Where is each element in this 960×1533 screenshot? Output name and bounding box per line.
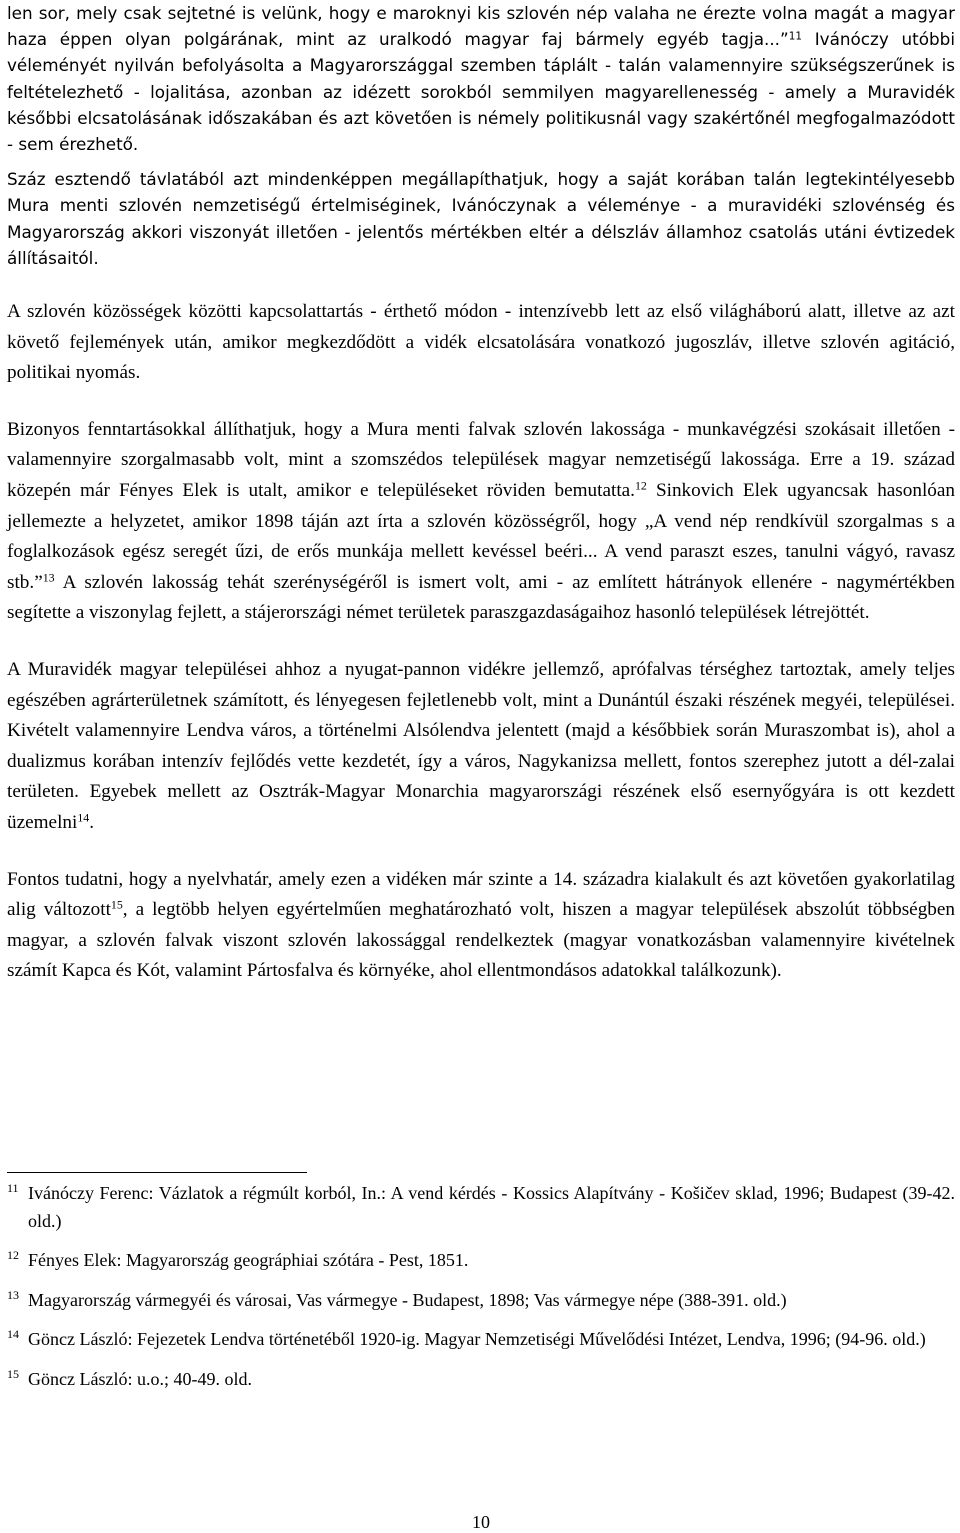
paragraph-1-text-b: Ivánóczy utóbbi véleményét nyilván befolyásolta a Magyarországgal szemben táplált - talán valamennyire szükségszerűnek is feltételezhető - lojalitása, azonban az idézett sorokból semmilyen magyarellenesség - amely a Muravidék későbbi elcsatolásának időszakában és azt követően is némely politikusnál vagy szakértőnél megfogalmazódott - sem érezhető. [7, 29, 955, 155]
paragraph-4 [7, 415, 955, 629]
paragraph-5-text-a: A Muravidék magyar települései ahhoz a nyugat-pannon vidékre jellemző, aprófalvas térséghez tartoztak, amely teljes egészében agrárterületnek számított, és lényegesen fejletlenebb volt, mint a Dunántúl északi részének megyéi, települései. Kivételt valamennyire Lendva város, a történelmi Alsólendva jelentett (majd a későbbiek során Muraszombat is), ahol a dualizmus korában intenzív fejlődés vette kezdetét, így a város, Nagykanizsa mellett, fontos szerephez jutott a dél-zalai területen. Egyebek mellett az Osztrák-Magyar Monarchia magyarországi részének első esernyőgyára is ott kezdett üzemelni [7, 658, 955, 833]
paragraph-1 [7, 0, 955, 157]
page-number: 10 [472, 1512, 490, 1532]
footnote-ref-14[interactable]: 14 [77, 810, 90, 825]
footnote-ref-12[interactable]: 12 [634, 478, 647, 493]
footnote-ref-15[interactable]: 15 [110, 897, 123, 912]
footnote-text: Göncz László: Fejezetek Lendva történetéből 1920-ig. Magyar Nemzetiségi Művelődési Intézet, Lendva, 1996; (94-96. old.) [28, 1329, 926, 1349]
footnote-text: Magyarország vármegyéi és városai, Vas vármegye - Budapest, 1898; Vas vármegye népe (388-391. old.) [28, 1289, 787, 1310]
paragraph-6-text-a: Fontos tudatni, hogy a nyelvhatár, amely ezen a vidéken már szinte a 14. századra kialakult és azt követően gyakorlatilag alig változott [7, 868, 955, 921]
footnotes [7, 1180, 955, 1393]
paragraph-4-text-a: Bizonyos fenntartásokkal állíthatjuk, hogy a Mura menti falvak szlovén lakossága - munkavégzési szokásait illetően - valamennyire szorgalmasabb volt, mint a szomszédos települések magyar nemzetiségű lakossága. Erre a 19. század közepén már Fényes Elek is utalt, amikor e településeket röviden bemutatta. [7, 418, 955, 501]
paragraph-4-text-b: Sinkovich Elek ugyancsak hasonlóan jellemezte a helyzetet, amikor 1898 táján azt írta a szlovén közösségről, hogy „A vend nép rendkívül szorgalmas s a foglalkozások egész seregét űzi, de erős munkája mellett kevéssel beéri... A vend paraszt eszes, tanulni vágyó, ravasz stb.” [7, 480, 955, 593]
document-page [7, 0, 955, 1533]
footnote-number: 15 [7, 1366, 19, 1381]
paragraph-2: Száz esztendő távlatából azt mindenképpen megállapíthatjuk, hogy a saját korában talán legtekintélyesebb Mura menti szlovén nemzetiségű értelmiséginek, Ivánóczynak a véleménye - a muravidéki szlovénség és Magyarország akkori viszonyát illetően - jelentős mértékben eltér a délszláv államhoz csatolás utáni évtizedek állításaitól. [7, 169, 955, 268]
paragraph-4-text-c: A szlovén lakosság tehát szerénységéről is ismert volt, ami - az említett hátrányok ellenére - nagymértékben segítette a viszonylag fejlett, a stájerországi német területek paraszgazdaságaihoz hasonló települések létrejöttét. [7, 571, 955, 624]
footnote-separator [7, 1172, 307, 1173]
footnote-ref-11[interactable]: 11 [788, 30, 802, 43]
footnote-text: Fényes Elek: Magyarország geográphiai szótára - Pest, 1851. [28, 1250, 469, 1270]
paragraph-5-text-b: . [89, 811, 95, 833]
footnote-11 [7, 1180, 955, 1235]
paragraph-5 [7, 655, 955, 839]
paragraph-3: A szlovén közösségek közötti kapcsolattartás - érthető módon - intenzívebb lett az első világháború alatt, illetve az azt követő fejlemények után, amikor megkezdődött a vidék elcsatolására vonatkozó jugoszláv, illetve szlovén agitáció, politikai nyomás. [7, 301, 955, 384]
footnote-number: 14 [7, 1327, 19, 1341]
footnote-ref-13[interactable]: 13 [42, 570, 55, 585]
footnote-12 [7, 1247, 955, 1275]
paragraph-6-text-b: , a legtöbb helyen egyértelműen meghatározható volt, hiszen a magyar települések abszolút többségben magyar, a szlovén falvak viszont szlovén lakossággal rendelkeztek (magyar vonatkozásban valamennyire kivételnek számít Kapca és Kót, valamint Pártosfalva és környéke, ahol ellentmondásos adatokkal találkozunk). [7, 899, 955, 982]
footnote-number: 11 [7, 1181, 19, 1195]
footnote-number: 12 [7, 1248, 19, 1262]
footnote-13 [7, 1287, 955, 1315]
paragraph-6 [7, 865, 955, 987]
footnote-14 [7, 1326, 955, 1354]
footnote-number: 13 [7, 1287, 19, 1302]
footnote-15 [7, 1366, 955, 1394]
footnote-text: Göncz László: u.o.; 40-49. old. [28, 1368, 252, 1389]
footnote-text: Ivánóczy Ferenc: Vázlatok a régmúlt korból, In.: A vend kérdés - Kossics Alapítvány - Košičev sklad, 1996; Budapest (39-42. old.) [28, 1183, 955, 1231]
paragraph-1-text-a: len sor, mely csak sejtetné is velünk, hogy e maroknyi kis szlovén nép valaha ne érezte volna magát a magyar haza éppen olyan polgárának, mint az uralkodó magyar faj bármely egyéb tagja...” [7, 3, 955, 50]
